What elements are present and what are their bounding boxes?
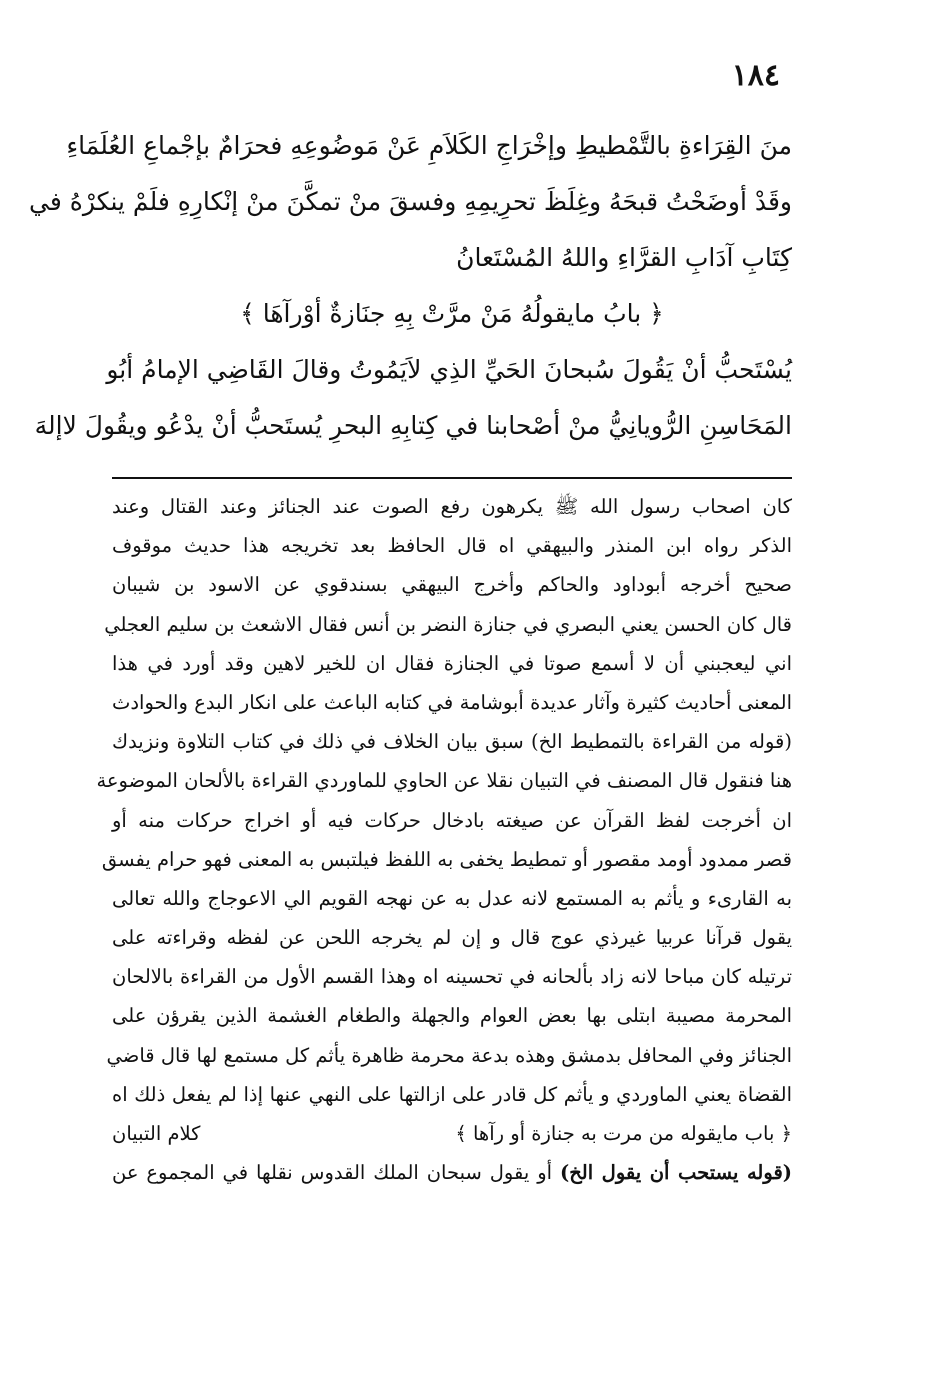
commentary-line-rest: أو يقول سبحان الملك القدوس نقلها في المجموع عن	[112, 1161, 560, 1185]
commentary-line: ترتيله كان مباحا لانه زاد بألحانه في تحسينه اه وهذا القسم الأول من القراءة بالالحان	[112, 965, 792, 989]
main-text-line: يُسْتَحبُّ أنْ يَقُولَ سُبحانَ الحَيِّ الذِي لاَيَمُوتُ وقالَ القَاضِي الإمامُ أبُو	[106, 355, 792, 384]
commentary-heading-line	[112, 1114, 792, 1153]
commentary-line: صحيح أخرجه أبوداود والحاكم وأخرج البيهقي بسندقوي عن الاسود بن شيبان	[112, 573, 792, 597]
commentary-line: الجنائز وفي المحافل بدمشق وهذه بدعة محرمة ظاهرة يأثم كل مستمع لها قال قاضي	[106, 1043, 792, 1067]
main-text	[29, 118, 792, 454]
commentary-line: المحرمة مصيبة ابتلى بها بعض العوام والجهلة والطغام الغشمة الذين يقرؤن على	[112, 1004, 792, 1028]
commentary-line	[112, 1153, 792, 1192]
main-text-line: المَحَاسِنِ الرُّويانِيُّ منْ أصْحابنا في كِتابِهِ البحرِ يُستَحبُّ أنْ يدْعُو ويقُولَ لاإلهَ	[34, 411, 792, 440]
commentary-line: هنا فنقول قال المصنف في التبيان نقلا عن الحاوي للماوردي القراءة بالألحان الموضوعة	[96, 769, 792, 793]
commentary-line: به القارىء و يأثم به المستمع لانه عدل به عن نهجه القويم الي الاعوجاج والله تعالى	[112, 886, 792, 910]
commentary-line: (قوله من القراءة بالتمطيط الخ) سبق بيان الخلاف في ذلك في كتاب التلاوة ونزيدك	[112, 730, 792, 754]
commentary-line: يقول قرآنا عربيا غيرذي عوج قال و إن لم يخرجه اللحن عن لفظه وقراءته على	[112, 926, 792, 950]
page-number: ١٨٤	[731, 58, 780, 93]
commentary-line: اني ليعجبني أن لا أسمع صوتا في الجنازة فقال ان للخير لاهين وقد أورد في هذا	[112, 651, 792, 675]
commentary-line: الذكر رواه ابن المنذر والبيهقي اه قال الحافظ بعد تخريجه هذا حديث موقوف	[112, 534, 792, 558]
commentary-closing-note: كلام التبيان	[112, 1122, 201, 1145]
commentary-line: المعنى أحاديث كثيرة وآثار عديدة أبوشامة في كتابه الباعث على انكار البدع والحوادث	[112, 690, 792, 714]
commentary-line: ان أخرجت لفظ القرآن عن صيغته بادخال حركات فيه أو اخراج حركات منه أو	[112, 808, 792, 832]
main-text-line: كِتَابِ آدَابِ القرَّاءِ واللهُ المُسْتَعانُ	[456, 243, 792, 272]
commentary-chapter-heading: ﴿ باب مايقوله من مرت به جنازة أو رآها ﴾	[455, 1122, 792, 1145]
chapter-heading: ﴿ بابُ مايقولُهُ مَنْ مرَّتْ بِهِ جنَازةٌ أوْرآهَا ﴾	[240, 299, 664, 328]
commentary-line: قال كان الحسن يعني البصري في جنازة النضر بن أنس فقال الاشعث بن سليم العجلي	[104, 612, 792, 636]
commentary-line: قصر ممدود أومد مقصور أو تمطيط يخفى به اللفظ فيلتبس به المعنى فهو حرام يفسق	[101, 847, 792, 871]
main-text-line: منَ القِرَاءةِ بالتَّمْطيطِ وإخْرَاجِ الكَلاَمِ عَنْ مَوضُوعِهِ فحرَامٌ بإجْماعِ العُلَمَاءِ	[66, 131, 792, 160]
main-text-line: وقَدْ أوضَحْتُ قبحَهُ وغِلَظَ تحرِيمِهِ وفسقَ منْ تمكَّنَ منْ إنْكارِهِ فلَمْ ينكرْهُ في	[29, 187, 792, 216]
commentary-line: كان اصحاب رسول الله ﷺ يكرهون رفع الصوت عند الجنائز وعند القتال وعند	[112, 495, 792, 518]
commentary-lemma: (قوله يستحب أن يقول الخ)	[559, 1161, 792, 1185]
commentary-line: القضاة يعني الماوردي و يأثم كل قادر على ازالتها على النهي عنها إذا لم يفعل ذلك اه	[112, 1082, 792, 1106]
commentary-text	[96, 487, 792, 1192]
section-divider	[112, 477, 792, 479]
